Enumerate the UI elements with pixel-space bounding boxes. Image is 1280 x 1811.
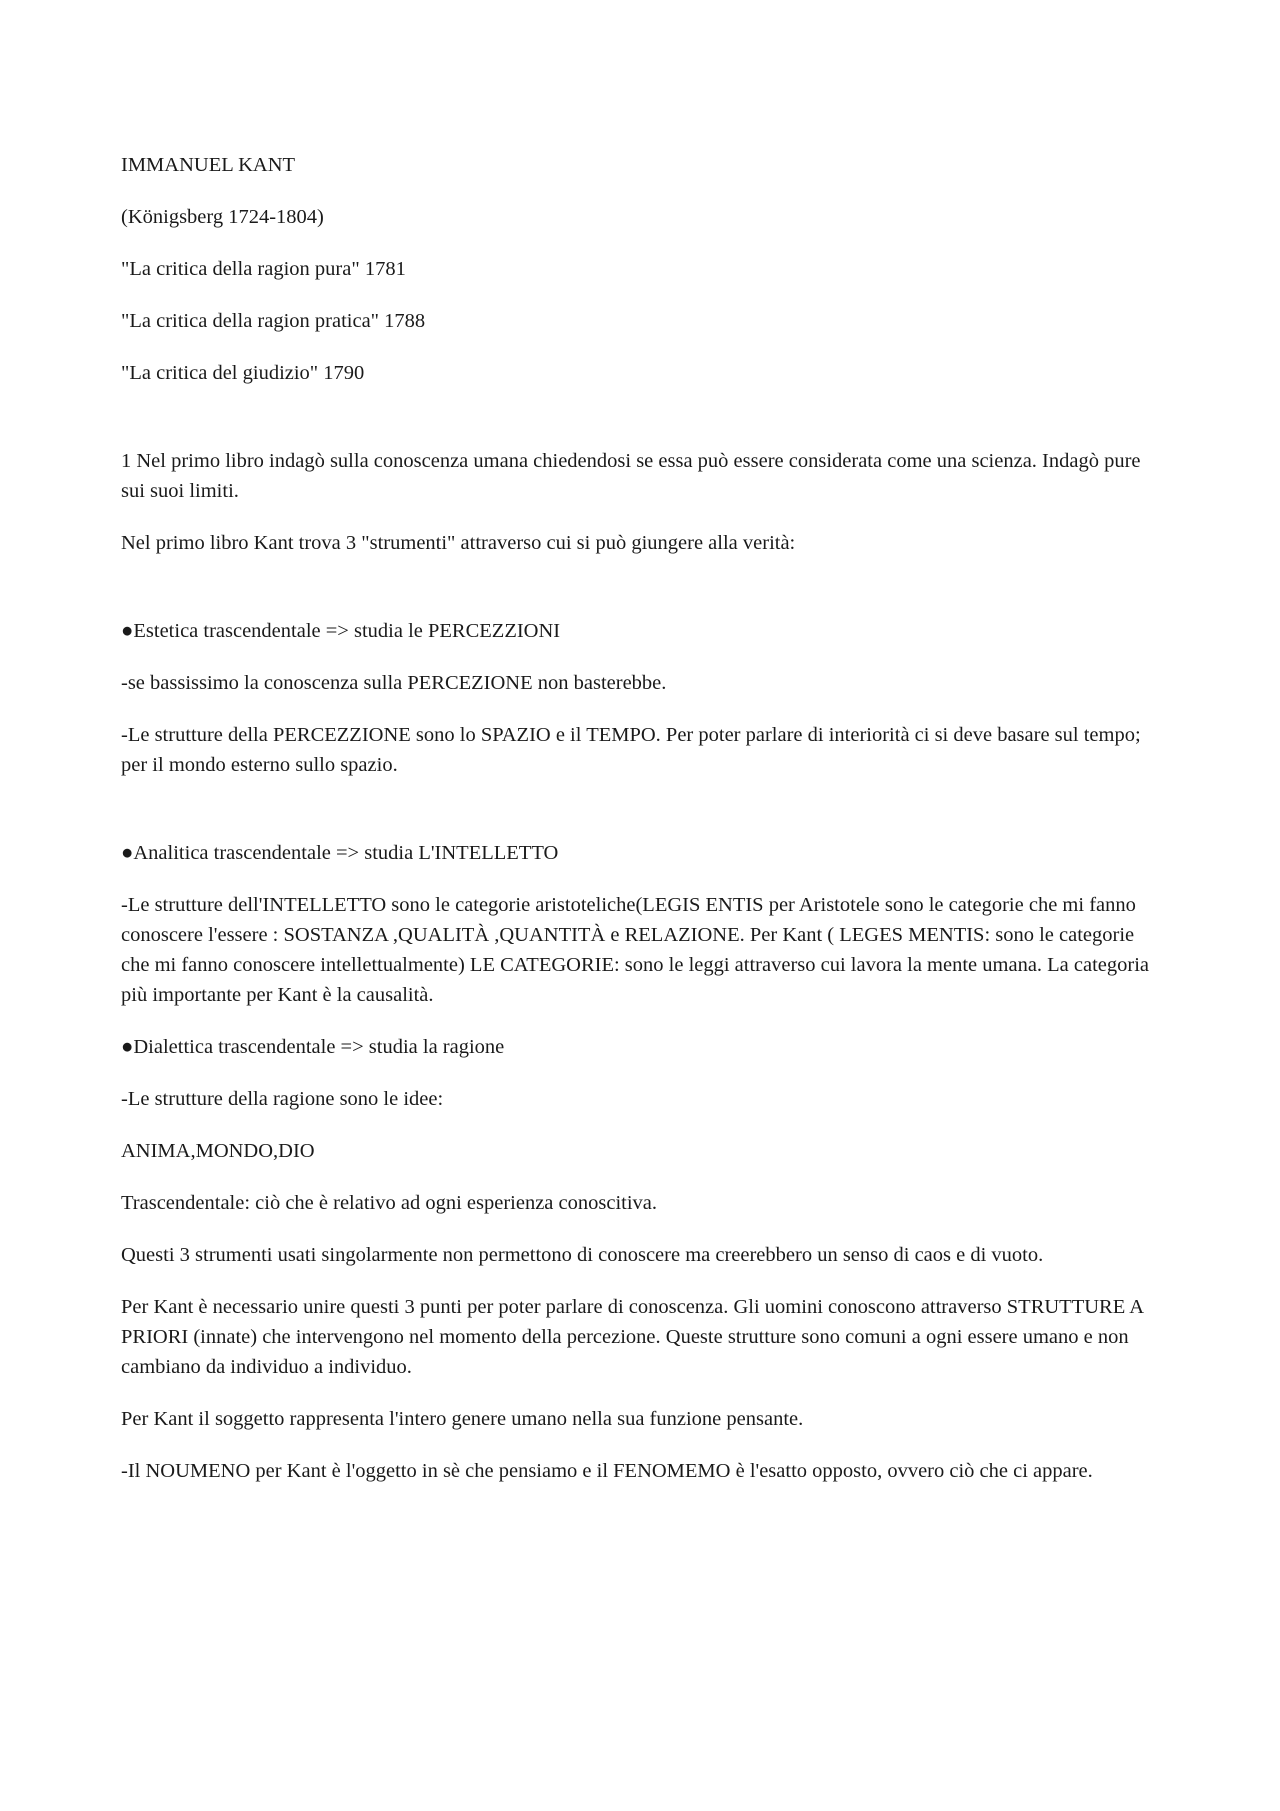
closing-paragraph-1: Trascendentale: ciò che è relativo ad ogni esperienza conoscitiva. [121,1192,658,1214]
analitica-paragraph-1: -Le strutture dell'INTELLETTO sono le categorie aristoteliche(LEGIS ENTIS per Aristotele sono le categorie che mi fanno conoscere l'essere : SOSTANZA ,QUALITÀ ,QUANTITÀ e RELAZIONE. Per Kant ( LEGES MENTIS: sono le categorie che mi fanno conoscere intellettualmente) LE CATEGORIE: sono le leggi attraverso cui lavora la mente umana. La categoria più importante per Kant è la causalità. [121,894,1150,1006]
estetica-paragraph-1: -se bassissimo la conoscenza sulla PERCEZIONE non basterebbe. [121,672,667,694]
estetica-paragraph-2: -Le strutture della PERCEZZIONE sono lo SPAZIO e il TEMPO. Per poter parlare di interiorità ci si deve basare sul tempo; per il mondo esterno sullo spazio. [121,724,1141,776]
place-dates: (Königsberg 1724-1804) [121,206,324,228]
closing-paragraph-3: Per Kant è necessario unire questi 3 punti per poter parlare di conoscenza. Gli uomini conoscono attraverso STRUTTURE A PRIORI (innate) che intervengono nel momento della percezione. Queste strutture sono comuni a ogni essere umano e non cambiano da individuo a individuo. [121,1296,1143,1378]
work-title-1: "La critica della ragion pura" 1781 [121,258,406,280]
intro-paragraph-1: 1 Nel primo libro indagò sulla conoscenza umana chiedendosi se essa può essere considerata come una scienza. Indagò pure sui suoi limiti. [121,450,1141,502]
dialettica-paragraph-1: -Le strutture della ragione sono le idee: [121,1088,444,1110]
work-title-3: "La critica del giudizio" 1790 [121,362,365,384]
intro-paragraph-2: Nel primo libro Kant trova 3 "strumenti" attraverso cui si può giungere alla verità: [121,532,796,554]
document-title: IMMANUEL KANT [121,154,296,176]
dialettica-heading: ●Dialettica trascendentale => studia la ragione [121,1036,505,1058]
closing-paragraph-5: -Il NOUMENO per Kant è l'oggetto in sè che pensiamo e il FENOMEMO è l'esatto opposto, ovvero ciò che ci appare. [121,1460,1093,1482]
estetica-heading: ●Estetica trascendentale => studia le PERCEZZIONI [121,620,561,642]
ideas-list: ANIMA,MONDO,DIO [121,1140,315,1162]
analitica-heading: ●Analitica trascendentale => studia L'INTELLETTO [121,842,559,864]
work-title-2: "La critica della ragion pratica" 1788 [121,310,426,332]
closing-paragraph-2: Questi 3 strumenti usati singolarmente non permettono di conoscere ma creerebbero un senso di caos e di vuoto. [121,1244,1044,1266]
document-page [121,150,1166,1508]
closing-paragraph-4: Per Kant il soggetto rappresenta l'intero genere umano nella sua funzione pensante. [121,1408,804,1430]
